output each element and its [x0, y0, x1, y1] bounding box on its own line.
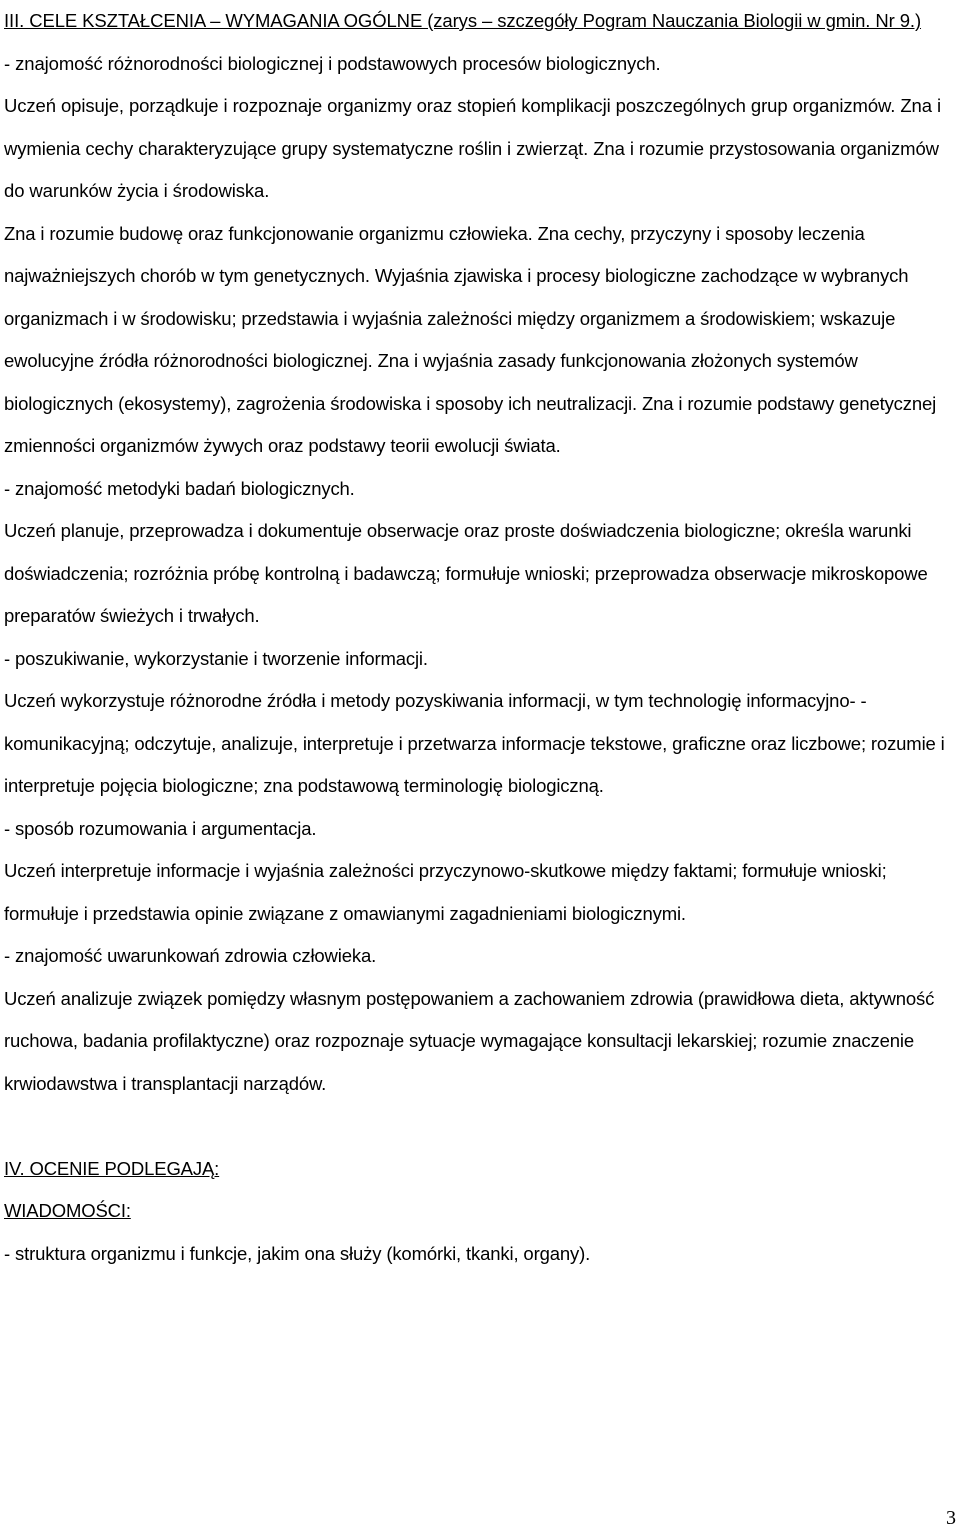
- item-label-information: - poszukiwanie, wykorzystanie i tworzenie informacji.: [4, 647, 428, 669]
- page-number: 3: [946, 1507, 956, 1529]
- item-label-reasoning: - sposób rozumowania i argumentacja.: [4, 817, 317, 839]
- section-3-body-text: Zna i rozumie budowę oraz funkcjonowanie organizmu człowieka. Zna cechy, przyczyny i sposoby leczenia najważniejszych chorób w tym genetycznych. Wyjaśnia zjawiska i procesy biologiczne zachodzące w wybranych organizmach i w środowisku; przedstawia i wyjaśnia zależności między organizmem a środowiskiem; wskazuje ewolucyjne źródła różnorodności biologicznej. Zna i wyjaśnia zasady funkcjonowania złożonych systemów biologicznych (ekosystemy), zagrożenia środowiska i sposoby ich neutralizacji. Zna i rozumie podstawy genetycznej zmienności organizmów żywych oraz podstawy teorii ewolucji świata.: [4, 222, 937, 456]
- section-gap: [4, 1105, 948, 1148]
- section-3-intro-label: - znajomość różnorodności biologicznej i podstawowych procesów biologicznych.: [4, 52, 661, 74]
- item-text-information: Uczeń wykorzystuje różnorodne źródła i metody pozyskiwania informacji, w tym technologię informacyjno- -komunikacyjną; odczytuje, analizuje, interpretuje i przetwarza informacje tekstowe, graficzne oraz liczbowe; rozumie i interpretuje pojęcia biologiczne; zna podstawową terminologię biologiczną.: [4, 690, 945, 796]
- section-3-heading: III. CELE KSZTAŁCENIA – WYMAGANIA OGÓLNE (zarys – szczegóły Pogram Nauczania Biologii w gmin. Nr 9.): [4, 10, 922, 31]
- section-4-subheading: WIADOMOŚCI:: [4, 1200, 131, 1221]
- item-text-health: Uczeń analizuje związek pomiędzy własnym postępowaniem a zachowaniem zdrowia (prawidłowa dieta, aktywność ruchowa, badania profilaktyczne) oraz rozpoznaje sytuacje wymagające konsultacji lekarskiej; rozumie znaczenie krwiodawstwa i transplantacji narządów.: [4, 987, 935, 1094]
- section-4-heading: IV. OCENIE PODLEGAJĄ:: [4, 1157, 220, 1179]
- item-label-health: - znajomość uwarunkowań zdrowia człowieka.: [4, 945, 377, 966]
- item-label-methodology: - znajomość metodyki badań biologicznych.: [4, 477, 355, 499]
- document-content: [4, 0, 948, 1275]
- item-text-reasoning: Uczeń interpretuje informacje i wyjaśnia zależności przyczynowo-skutkowe między faktami; formułuje wnioski; formułuje i przedstawia opinie związane z omawianymi zagadnieniami biologicznymi.: [4, 860, 887, 924]
- section-3-intro-text: Uczeń opisuje, porządkuje i rozpoznaje organizmy oraz stopień komplikacji poszczególnych grup organizmów. Zna i wymienia cechy charakteryzujące grupy systematyczne roślin i zwierząt. Zna i rozumie przystosowania organizmów do warunków życia i środowiska.: [4, 95, 941, 201]
- section-4-item: - struktura organizmu i funkcje, jakim ona służy (komórki, tkanki, organy).: [4, 1242, 591, 1264]
- item-text-methodology: Uczeń planuje, przeprowadza i dokumentuje obserwacje oraz proste doświadczenia biologiczne; określa warunki doświadczenia; rozróżnia próbę kontrolną i badawczą; formułuje wnioski; przeprowadza obserwacje mikroskopowe preparatów świeżych i trwałych.: [4, 520, 928, 626]
